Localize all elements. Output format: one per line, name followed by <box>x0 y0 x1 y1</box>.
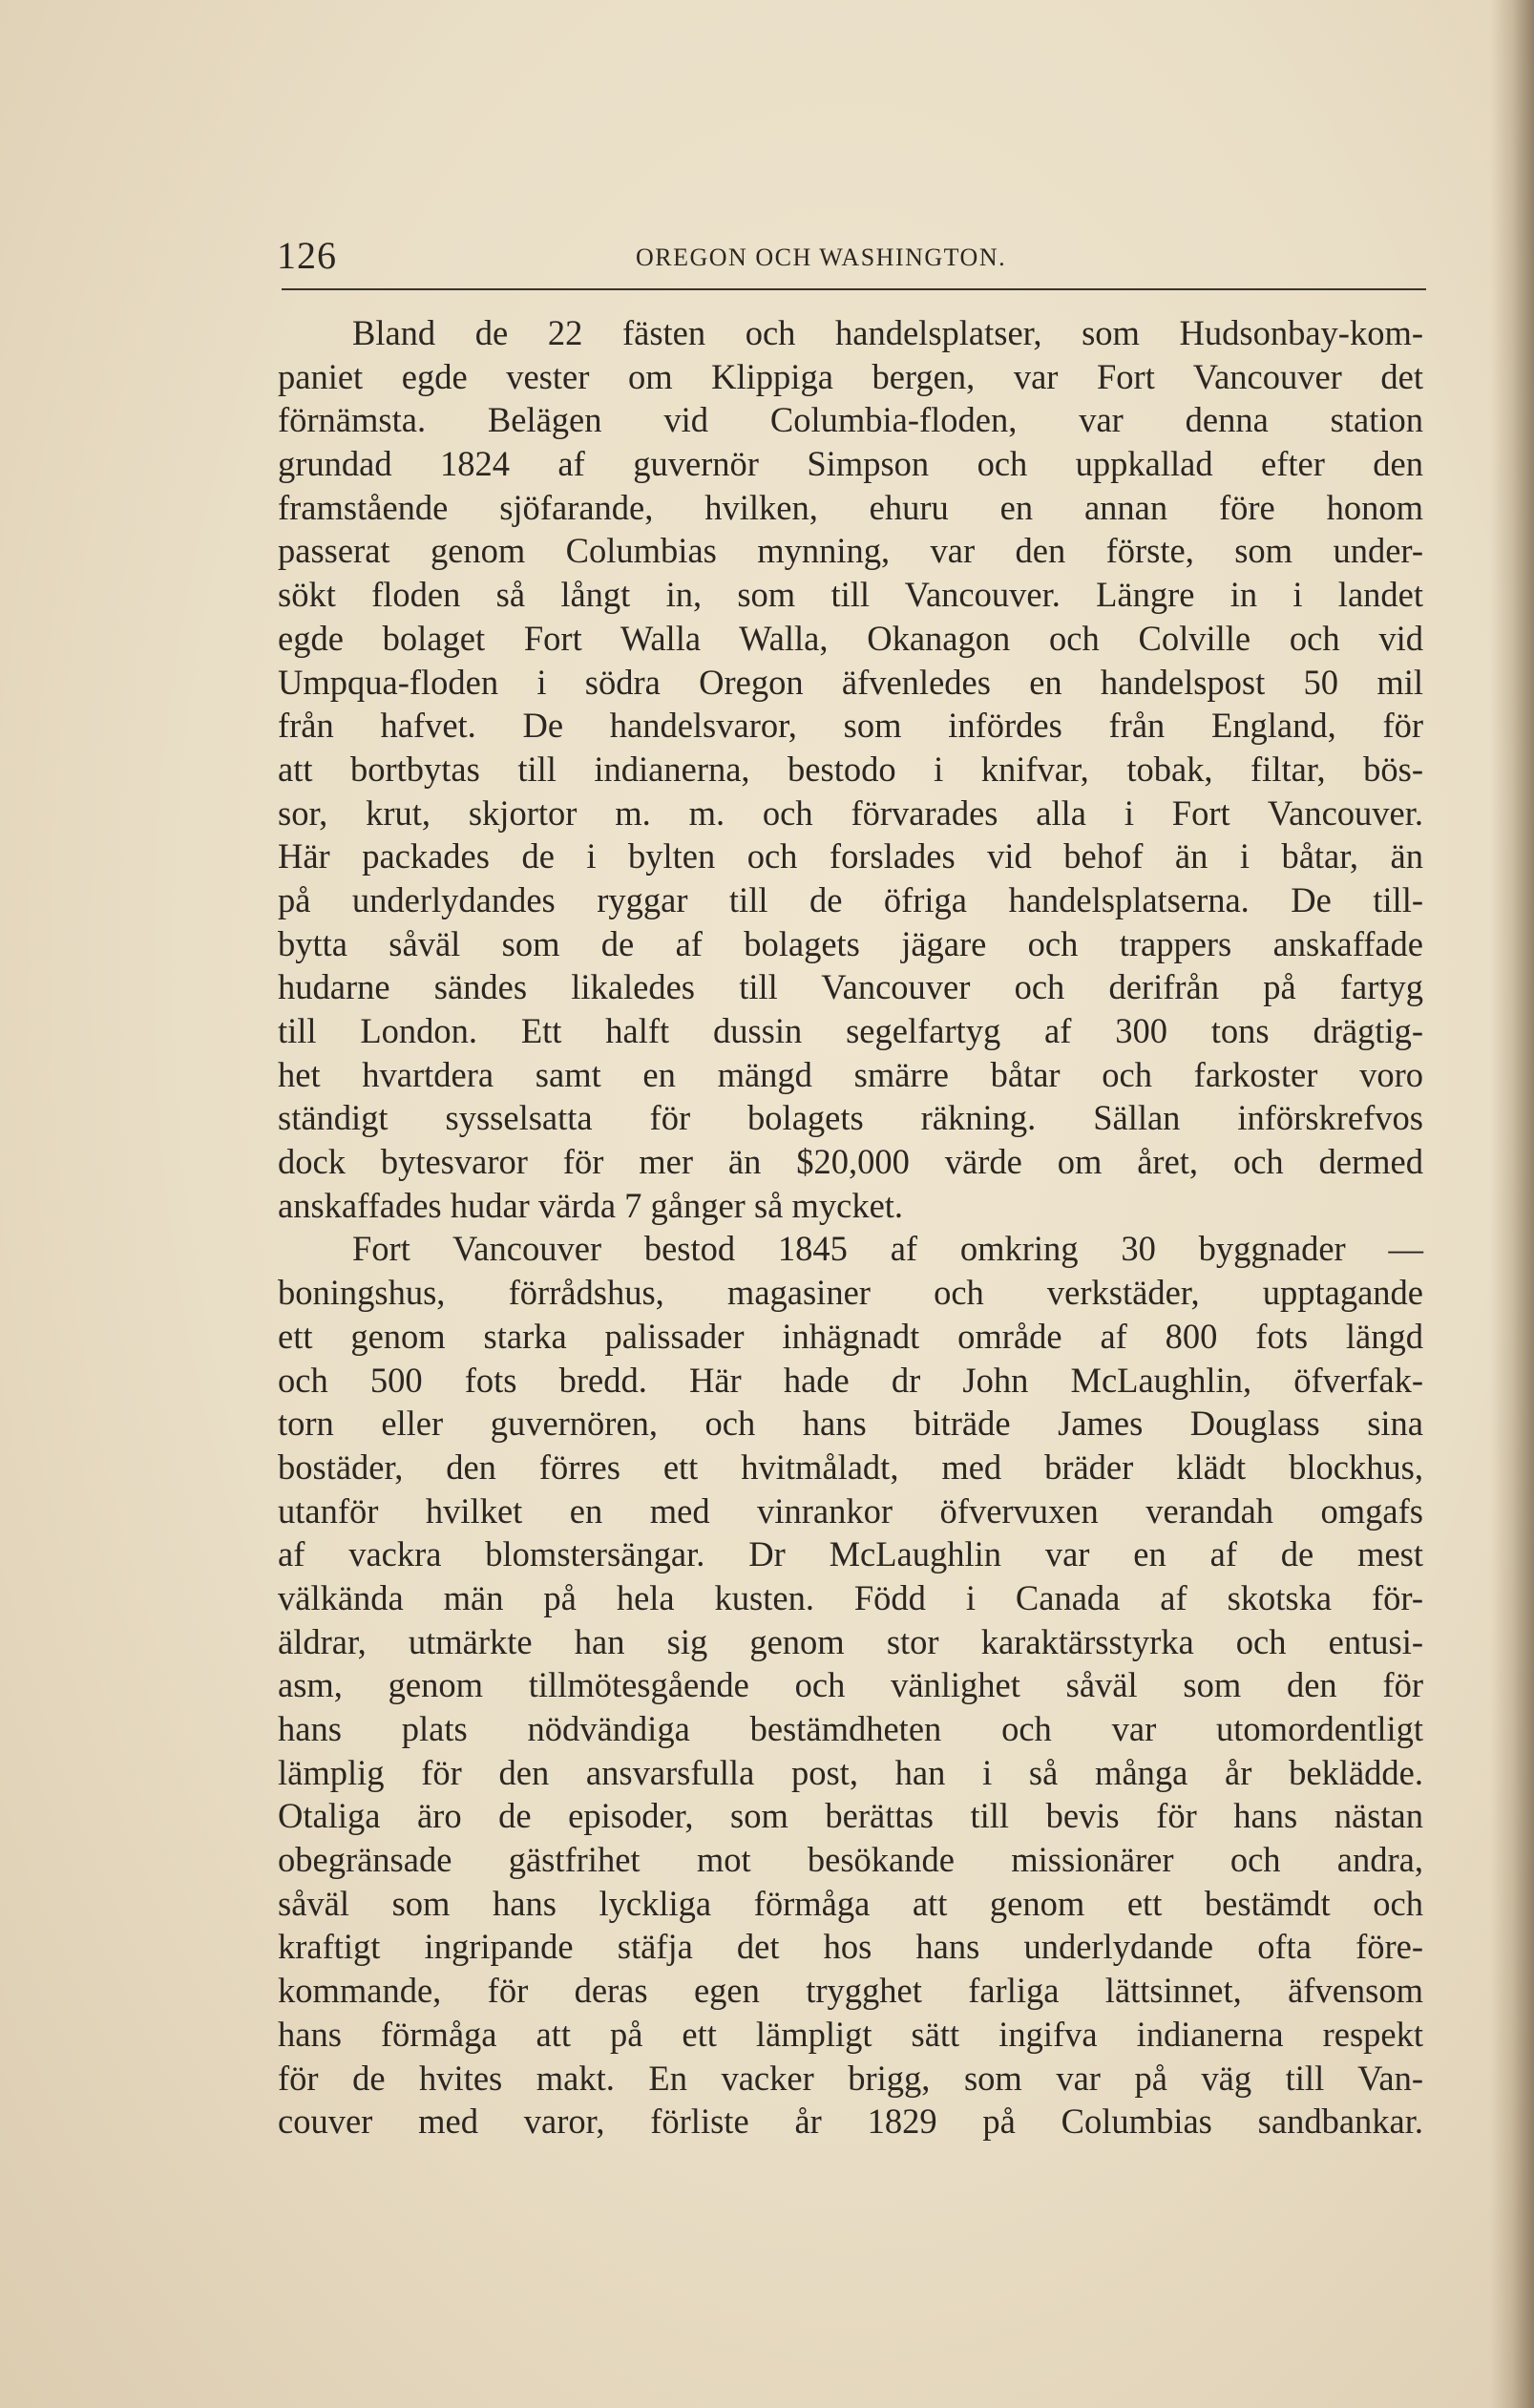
body-text <box>278 311 1423 2144</box>
text-line: framstående sjöfarande, hvilken, ehuru en annan före honom <box>278 487 1423 527</box>
text-line: anskaffades hudar värda 7 gånger så mycket. <box>278 1185 904 1225</box>
text-line: asm, genom tillmötesgående och vänlighet såväl som den för <box>278 1665 1423 1705</box>
text-line: bytta såväl som de af bolagets jägare och trappers anskaffade <box>278 923 1423 963</box>
text-line: på underlydandes ryggar till de öfriga handelsplatserna. De till- <box>278 879 1423 919</box>
text-line: ständigt sysselsatta för bolagets räkning. Sällan införskrefvos <box>278 1098 1423 1138</box>
text-line: sor, krut, skjortor m. m. och förvarades alla i Fort Vancouver. <box>278 792 1423 833</box>
text-line: och 500 fots bredd. Här hade dr John McLaughlin, öfverfak- <box>278 1360 1423 1400</box>
text-line: äldrar, utmärkte han sig genom stor karaktärsstyrka och entusi- <box>278 1621 1423 1661</box>
text-line: hans plats nödvändiga bestämdheten och var utomordentligt <box>278 1709 1423 1748</box>
text-line: ett genom starka palissader inhägnadt område af 800 fots längd <box>278 1316 1423 1356</box>
text-line: kraftigt ingripande stäfja det hos hans underlydande ofta före- <box>278 1927 1423 1967</box>
text-line: bostäder, den förres ett hvitmåladt, med bräder klädt blockhus, <box>278 1447 1423 1487</box>
text-line: Här packades de i bylten och forslades vid behof än i båtar, än <box>278 836 1423 877</box>
text-line: torn eller guvernören, och hans biträde James Douglass sina <box>278 1404 1423 1444</box>
text-line: sökt floden så långt in, som till Vancouver. Längre in i landet <box>278 575 1423 615</box>
text-line: paniet egde vester om Klippiga bergen, var Fort Vancouver det <box>278 356 1423 396</box>
text-line: grundad 1824 af guvernör Simpson och uppkallad efter den <box>278 444 1423 484</box>
page-number: 126 <box>277 234 337 277</box>
text-line: af vackra blomstersängar. Dr McLaughlin var en af de mest <box>278 1534 1423 1574</box>
text-line: Otaliga äro de episoder, som berättas till bevis för hans nästan <box>278 1796 1423 1836</box>
text-line: till London. Ett halft dussin segelfartyg af 300 tons drägtig- <box>278 1011 1423 1050</box>
text-line: het hvartdera samt en mängd smärre båtar och farkoster voro <box>278 1054 1423 1094</box>
text-line: egde bolaget Fort Walla Walla, Okanagon och Colville och vid <box>278 618 1423 658</box>
text-line: boningshus, förrådshus, magasiner och verkstäder, upptagande <box>278 1273 1423 1313</box>
text-line: att bortbytas till indianerna, bestodo i knifvar, tobak, filtar, bös- <box>278 749 1423 789</box>
page-edge-shadow <box>1490 0 1534 2408</box>
text-line: förnämsta. Belägen vid Columbia-floden, var denna station <box>278 400 1423 440</box>
text-line: för de hvites makt. En vacker brigg, som var på väg till Van- <box>278 2058 1423 2098</box>
header-rule <box>282 288 1426 290</box>
text-line: utanför hvilket en med vinrankor öfvervuxen verandah omgafs <box>278 1490 1423 1531</box>
text-line: lämplig för den ansvarsfulla post, han i så många år beklädde. <box>278 1752 1423 1792</box>
text-line: från hafvet. De handelsvaror, som infördes från England, för <box>278 706 1423 746</box>
running-title: OREGON OCH WASHINGTON. <box>636 243 1007 271</box>
text-line: välkända män på hela kusten. Född i Canada af skotska för- <box>278 1577 1423 1617</box>
text-line: Fort Vancouver bestod 1845 af omkring 30 byggnader — <box>352 1229 1423 1269</box>
page-header <box>269 229 1426 283</box>
text-line: Umpqua-floden i södra Oregon äfvenledes en handelspost 50 mil <box>278 662 1423 702</box>
text-line: dock bytesvaror för mer än $20,000 värde om året, och dermed <box>278 1142 1423 1182</box>
text-line: Bland de 22 fästen och handelsplatser, som Hudsonbay-kom- <box>352 313 1423 352</box>
text-line: couver med varor, förliste år 1829 på Columbias sandbankar. <box>278 2102 1423 2142</box>
text-line: hans förmåga att på ett lämpligt sätt ingifva indianerna respekt <box>278 2014 1423 2054</box>
text-line: kommande, för deras egen trygghet farliga lättsinnet, äfvensom <box>278 1971 1423 2011</box>
text-line: hudarne sändes likaledes till Vancouver och derifrån på fartyg <box>278 967 1423 1007</box>
text-line: passerat genom Columbias mynning, var den förste, som under- <box>278 531 1423 571</box>
text-line: obegränsade gästfrihet mot besökande missionärer och andra, <box>278 1840 1423 1880</box>
text-line: såväl som hans lyckliga förmåga att genom ett bestämdt och <box>278 1883 1423 1923</box>
